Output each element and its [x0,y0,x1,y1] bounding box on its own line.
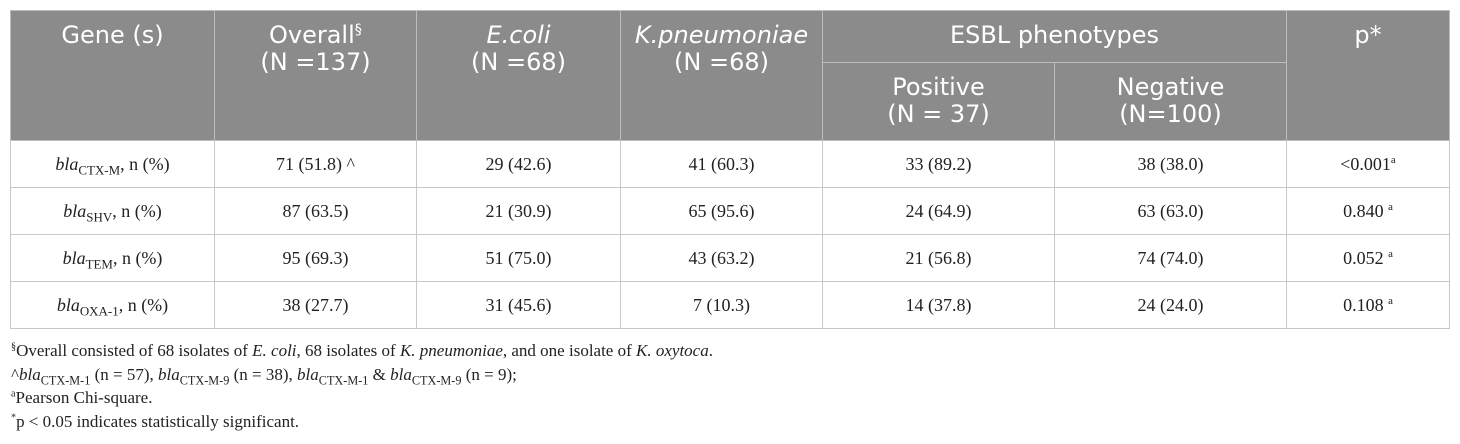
table-row [11,141,1450,188]
gene-cell: bla$_{CTX-M}$, n (%) [11,141,215,188]
header-esbl-phenotypes: ESBL phenotypes [823,11,1287,63]
gene-cell: bla$_{TEM}$, n (%) [11,235,215,282]
header-positive: Positive (N = 37) [823,63,1055,141]
negative-cell: 24 (24.0) [1055,282,1287,329]
results-table [10,10,1450,329]
header-gene: Gene (s) [11,11,215,141]
overall-cell: 87 (63.5) [215,188,417,235]
table-row [11,235,1450,282]
kpneumoniae-cell: 43 (63.2) [621,235,823,282]
gene-cell: bla$_{OXA-1}$, n (%) [11,282,215,329]
header-negative: Negative (N=100) [1055,63,1287,141]
p-value-cell: 0.108 $^a$ [1287,282,1450,329]
table-footnotes [11,339,713,433]
ecoli-cell: 21 (30.9) [417,188,621,235]
gene-cell: bla$_{SHV}$, n (%) [11,188,215,235]
overall-cell: 38 (27.7) [215,282,417,329]
negative-cell: 38 (38.0) [1055,141,1287,188]
table-row [11,282,1450,329]
header-overall: Overall§ (N =137) [215,11,417,141]
kpneumoniae-cell: 7 (10.3) [621,282,823,329]
header-p-value: p* [1287,11,1450,141]
negative-cell: 63 (63.0) [1055,188,1287,235]
table-row [11,188,1450,235]
p-value-cell: <0.001$^a$ [1287,141,1450,188]
kpneumoniae-cell: 65 (95.6) [621,188,823,235]
p-value-cell: 0.052 $^a$ [1287,235,1450,282]
header-ecoli: E.coli (N =68) [417,11,621,141]
footnote-overall: §Overall consisted of 68 isolates of E. coli, 68 isolates of K. pneumoniae, and one isolate of K. oxytoca. [11,341,713,360]
footnote-significance: *p < 0.05 indicates statistically significant. [11,411,300,431]
kpneumoniae-cell: 41 (60.3) [621,141,823,188]
overall-cell: 71 (51.8) ^ [215,141,417,188]
positive-cell: 33 (89.2) [823,141,1055,188]
positive-cell: 24 (64.9) [823,188,1055,235]
footnote-pearson: $^a$Pearson Chi-square. [11,388,153,407]
positive-cell: 21 (56.8) [823,235,1055,282]
footnote-ctxm: ^bla$_{CTX-M-1}$ (n = 57), bla$_{CTX-M-9}$ (n = 38), bla$_{CTX-M-1}$ & bla$_{CTX-M-9}$ (n = 9); [11,364,517,387]
ecoli-cell: 51 (75.0) [417,235,621,282]
p-value-cell: 0.840 $^a$ [1287,188,1450,235]
positive-cell: 14 (37.8) [823,282,1055,329]
header-kpneumoniae: K.pneumoniae (N =68) [621,11,823,141]
negative-cell: 74 (74.0) [1055,235,1287,282]
overall-cell: 95 (69.3) [215,235,417,282]
ecoli-cell: 31 (45.6) [417,282,621,329]
ecoli-cell: 29 (42.6) [417,141,621,188]
